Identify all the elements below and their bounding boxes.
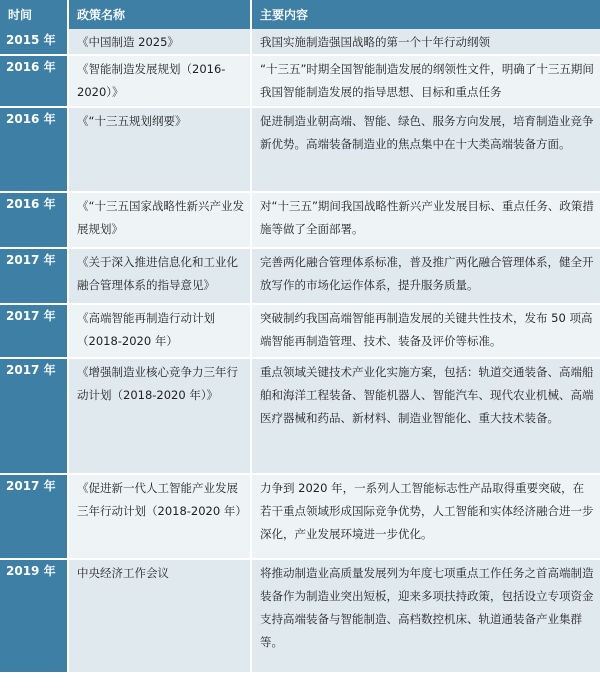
row-year: 2017 年 <box>0 304 68 358</box>
row-policy-name: 《中国制造 2025》 <box>68 29 251 55</box>
row-policy-name: 《高端智能再制造行动计划（2018-2020 年） <box>68 304 251 358</box>
row-year: 2016 年 <box>0 55 68 107</box>
row-policy-name: 《关于深入推进信息化和工业化融合管理体系的指导意见》 <box>68 248 251 304</box>
row-content: 我国实施制造强国战略的第一个十年行动纲领 <box>251 29 600 55</box>
row-content: 重点领域关键技术产业化实施方案，包括：轨道交通装备、高端船舶和海洋工程装备、智能机器人、智能汽车、现代农业机械、高端医疗器械和药品、新材料、制造业智能化、重大技术装备。 <box>251 358 600 474</box>
row-content: 将推动制造业高质量发展列为年度七项重点工作任务之首高端制造装备作为制造业突出短板，迎来多项扶持政策，包括设立专项资金支持高端装备与智能制造、高档数控机床、轨道通装备产业集群等。 <box>251 559 600 673</box>
row-policy-name: 中央经济工作会议 <box>68 559 251 673</box>
row-content: “十三五”时期全国智能制造发展的纲领性文件，明确了十三五期间我国智能制造发展的指导思想、目标和重点任务 <box>251 55 600 107</box>
table-row <box>0 192 600 248</box>
header-time: 时间 <box>0 0 68 29</box>
row-year: 2015 年 <box>0 29 68 55</box>
row-content: 对“十三五”期间我国战略性新兴产业发展目标、重点任务、政策措施等做了全面部署。 <box>251 192 600 248</box>
table-row <box>0 358 600 474</box>
header-policy-name: 政策名称 <box>68 0 251 29</box>
row-policy-name: 《智能制造发展规划（2016-2020）》 <box>68 55 251 107</box>
row-year: 2017 年 <box>0 474 68 559</box>
header-row <box>0 0 600 29</box>
table-row <box>0 55 600 107</box>
table-row <box>0 559 600 673</box>
table-row <box>0 304 600 358</box>
row-policy-name: 《促进新一代人工智能产业发展三年行动计划（2018-2020 年） <box>68 474 251 559</box>
table-row <box>0 248 600 304</box>
row-year: 2017 年 <box>0 248 68 304</box>
row-year: 2017 年 <box>0 358 68 474</box>
row-year: 2016 年 <box>0 107 68 192</box>
row-content: 促进制造业朝高端、智能、绿色、服务方向发展，培育制造业竞争新优势。高端装备制造业的焦点集中在十大类高端装备方面。 <box>251 107 600 192</box>
row-policy-name: 《增强制造业核心竞争力三年行动计划（2018-2020 年）》 <box>68 358 251 474</box>
row-content: 完善两化融合管理体系标准，普及推广两化融合管理体系，健全开放写作的市场化运作体系，提升服务质量。 <box>251 248 600 304</box>
table-row <box>0 107 600 192</box>
header-main-content: 主要内容 <box>251 0 600 29</box>
row-year: 2016 年 <box>0 192 68 248</box>
row-policy-name: 《“十三五国家战略性新兴产业发展规划》 <box>68 192 251 248</box>
row-content: 突破制约我国高端智能再制造发展的关键共性技术，发布 50 项高端智能再制造管理、技术、装备及评价等标准。 <box>251 304 600 358</box>
row-content: 力争到 2020 年，一系列人工智能标志性产品取得重要突破，在若干重点领域形成国际竞争优势，人工智能和实体经济融合进一步深化，产业发展环境进一步优化。 <box>251 474 600 559</box>
table-row <box>0 29 600 55</box>
table-row <box>0 474 600 559</box>
row-year: 2019 年 <box>0 559 68 673</box>
row-policy-name: 《“十三五规划纲要》 <box>68 107 251 192</box>
